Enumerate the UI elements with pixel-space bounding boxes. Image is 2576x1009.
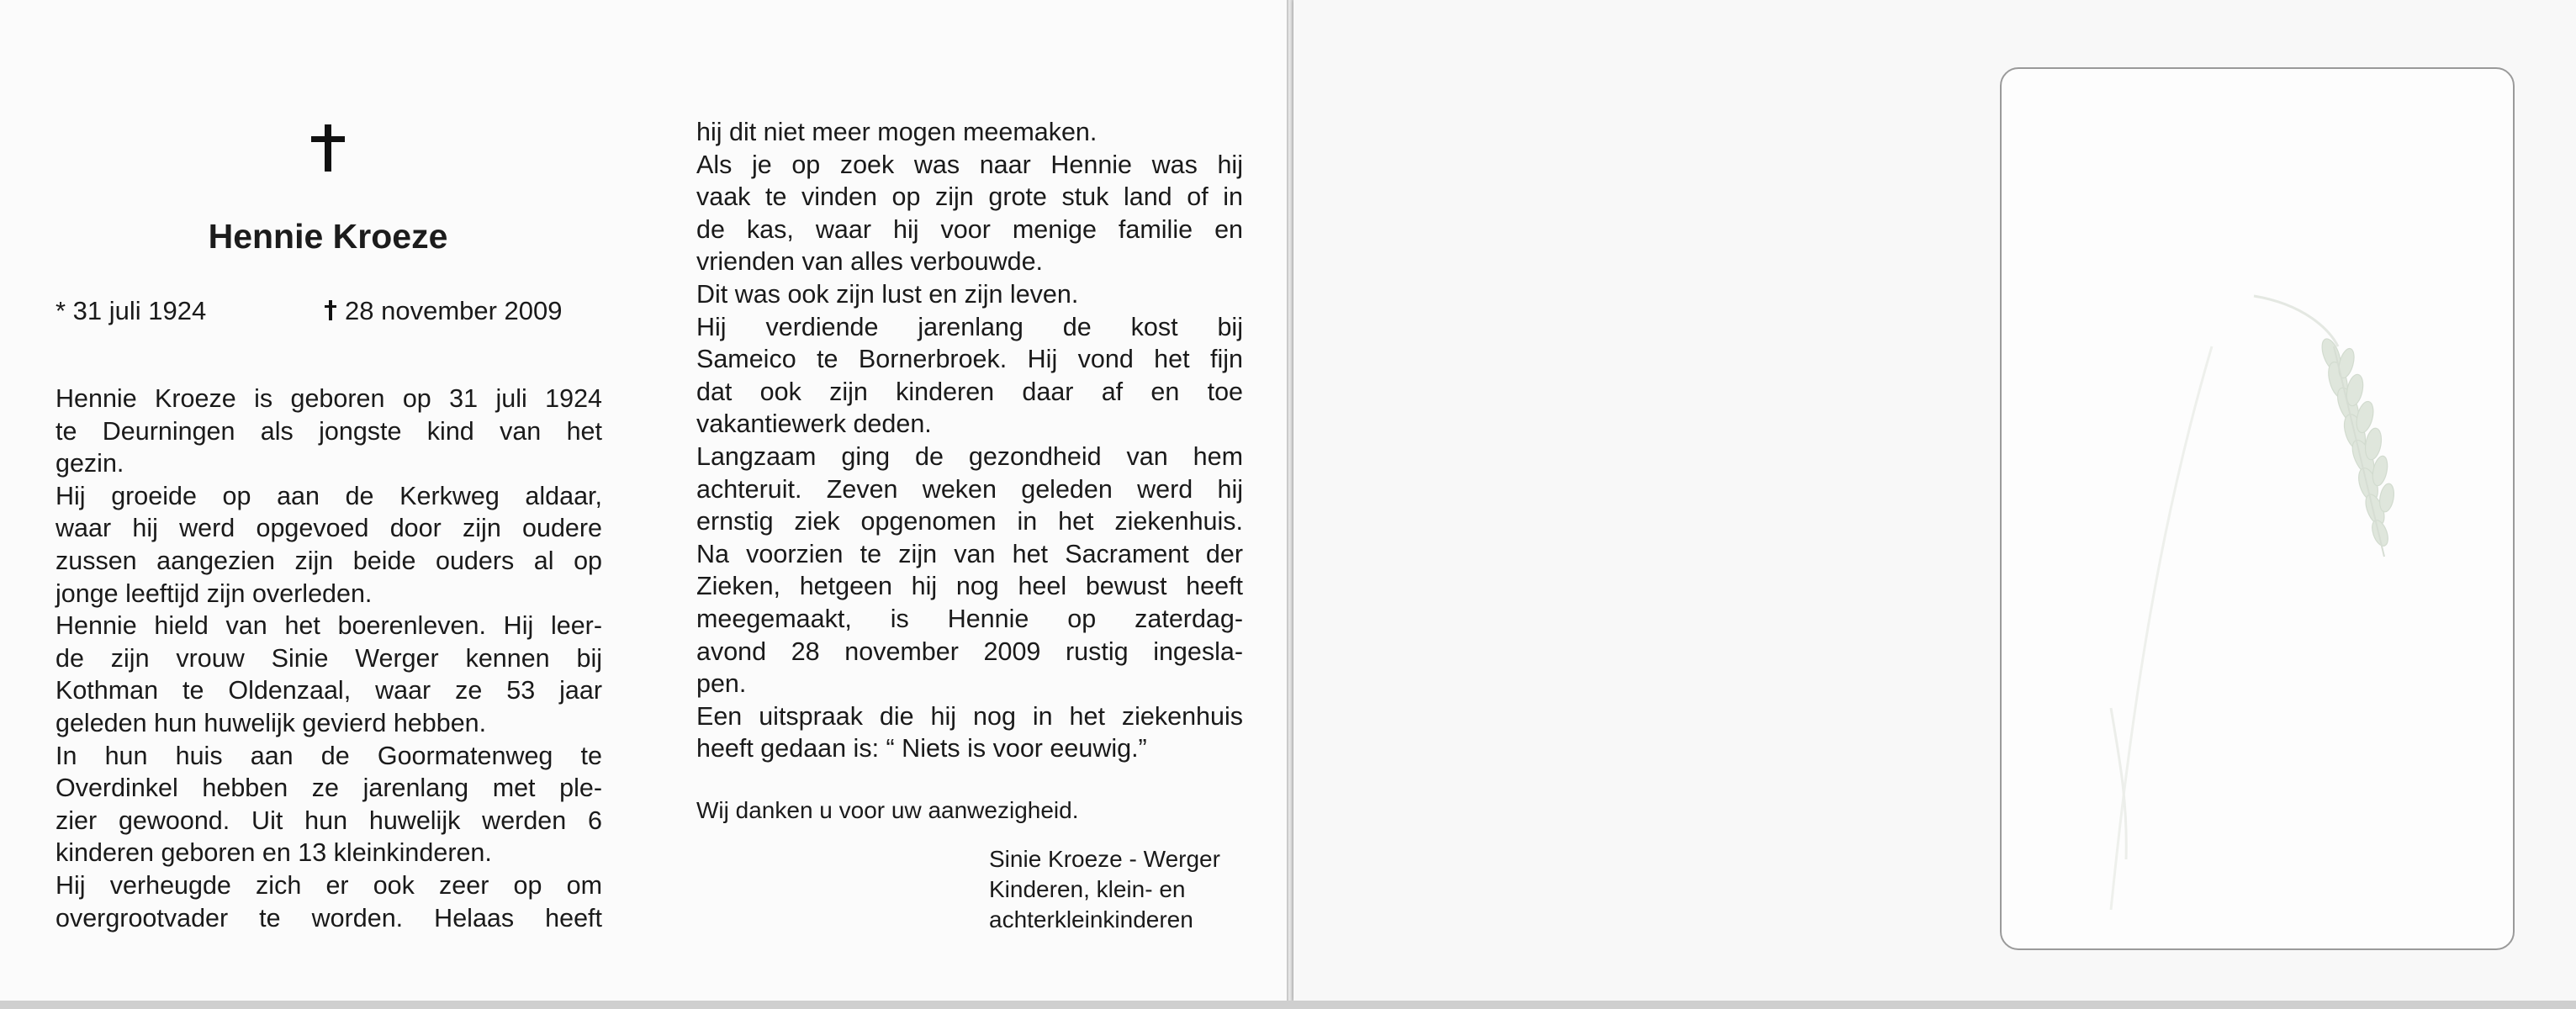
text-line: zussen aangezien zijn beide ouders al op <box>56 546 602 575</box>
signoff-line: achterkleinkinderen <box>989 906 1193 932</box>
text-line: de kas, waar hij voor menige familie en <box>696 214 1243 244</box>
text-line: Na voorzien te zijn van het Sacrament der <box>696 539 1243 568</box>
text-line: avond 28 november 2009 rustig ingesla- <box>696 637 1243 666</box>
text-line: ernstig ziek opgenomen in het ziekenhuis. <box>696 507 1243 536</box>
text-line: Sameico te Bornerbroek. Hij vond het fijn <box>696 345 1243 374</box>
signoff-block <box>989 844 1220 935</box>
death-cross-icon <box>325 300 336 320</box>
text-line: Overdinkel hebben ze jarenlang met ple- <box>56 774 602 803</box>
text-line: Als je op zoek was naar Hennie was hij <box>696 150 1243 179</box>
card-fold <box>1287 0 1293 1009</box>
text-line: waar hij werd opgevoed door zijn oudere <box>56 514 602 543</box>
text-line: achteruit. Zeven weken geleden werd hij <box>696 474 1243 504</box>
death-date <box>325 296 563 326</box>
text-line: pen. <box>696 669 747 699</box>
text-line: Zieken, hetgeen hij nog heel bewust heeft <box>696 572 1243 601</box>
text-line: kinderen geboren en 13 kleinkinderen. <box>56 838 492 868</box>
text-line: Hij verdiende jarenlang de kost bij <box>696 312 1243 341</box>
signoff-line: Sinie Kroeze - Werger <box>989 846 1220 872</box>
text-line: geleden hun huwelijk gevierd hebben. <box>56 708 487 737</box>
text-line: overgrootvader te worden. Helaas heeft <box>56 903 602 932</box>
text-line: de zijn vrouw Sinie Werger kennen bij <box>56 643 602 673</box>
text-line: Kothman te Oldenzaal, waar ze 53 jaar <box>56 676 602 705</box>
right-card-page <box>1293 0 2576 1001</box>
text-line: In hun huis aan de Goormatenweg te <box>56 741 602 770</box>
wheat-ear-icon <box>2002 69 2513 948</box>
death-date-text: 28 november 2009 <box>345 296 563 325</box>
text-line: Hennie hield van het boerenleven. Hij leer- <box>56 611 602 641</box>
text-line: jonge leeftijd zijn overleden. <box>56 578 373 608</box>
text-line: Een uitspraak die hij nog in het ziekenhuis <box>696 701 1243 731</box>
signoff-line: Kinderen, klein- en <box>989 876 1186 902</box>
text-line: dat ook zijn kinderen daar af en toe <box>696 377 1243 406</box>
biography-left-column <box>56 383 602 934</box>
biography-right-column <box>696 116 1243 765</box>
photo-frame <box>2000 67 2515 950</box>
text-line: Langzaam ging de gezondheid van hem <box>696 441 1243 471</box>
text-line: vrienden van alles verbouwde. <box>696 247 1044 277</box>
birth-date: * 31 juli 1924 <box>56 296 207 325</box>
thanks-line: Wij danken u voor uw aanwezigheid. <box>696 797 1079 823</box>
text-line: zier gewoond. Uit hun huwelijk werden 6 <box>56 806 602 835</box>
text-line: vakantiewerk deden. <box>696 409 932 439</box>
text-line: hij dit niet meer mogen meemaken. <box>696 118 1098 146</box>
text-line: vaak te vinden op zijn grote stuk land of in <box>696 182 1243 212</box>
text-line: Hij verheugde zich er ook zeer op om <box>56 870 602 900</box>
text-line: Dit was ook zijn lust en zijn leven. <box>696 279 1079 309</box>
deceased-name: Hennie Kroeze <box>208 217 448 256</box>
text-line: Hennie Kroeze is geboren op 31 juli 1924 <box>56 384 602 413</box>
text-line: Hij groeide op aan de Kerkweg aldaar, <box>56 481 602 510</box>
text-line: gezin. <box>56 449 124 478</box>
text-line: heeft gedaan is: “ Niets is voor eeuwig.” <box>696 734 1147 763</box>
text-line: meegemaakt, is Hennie op zaterdag- <box>696 604 1243 633</box>
cross-icon <box>311 124 345 172</box>
text-line: te Deurningen als jongste kind van het <box>56 416 602 446</box>
scan-bottom-edge <box>0 1001 2576 1009</box>
left-card-page <box>0 0 1287 1001</box>
